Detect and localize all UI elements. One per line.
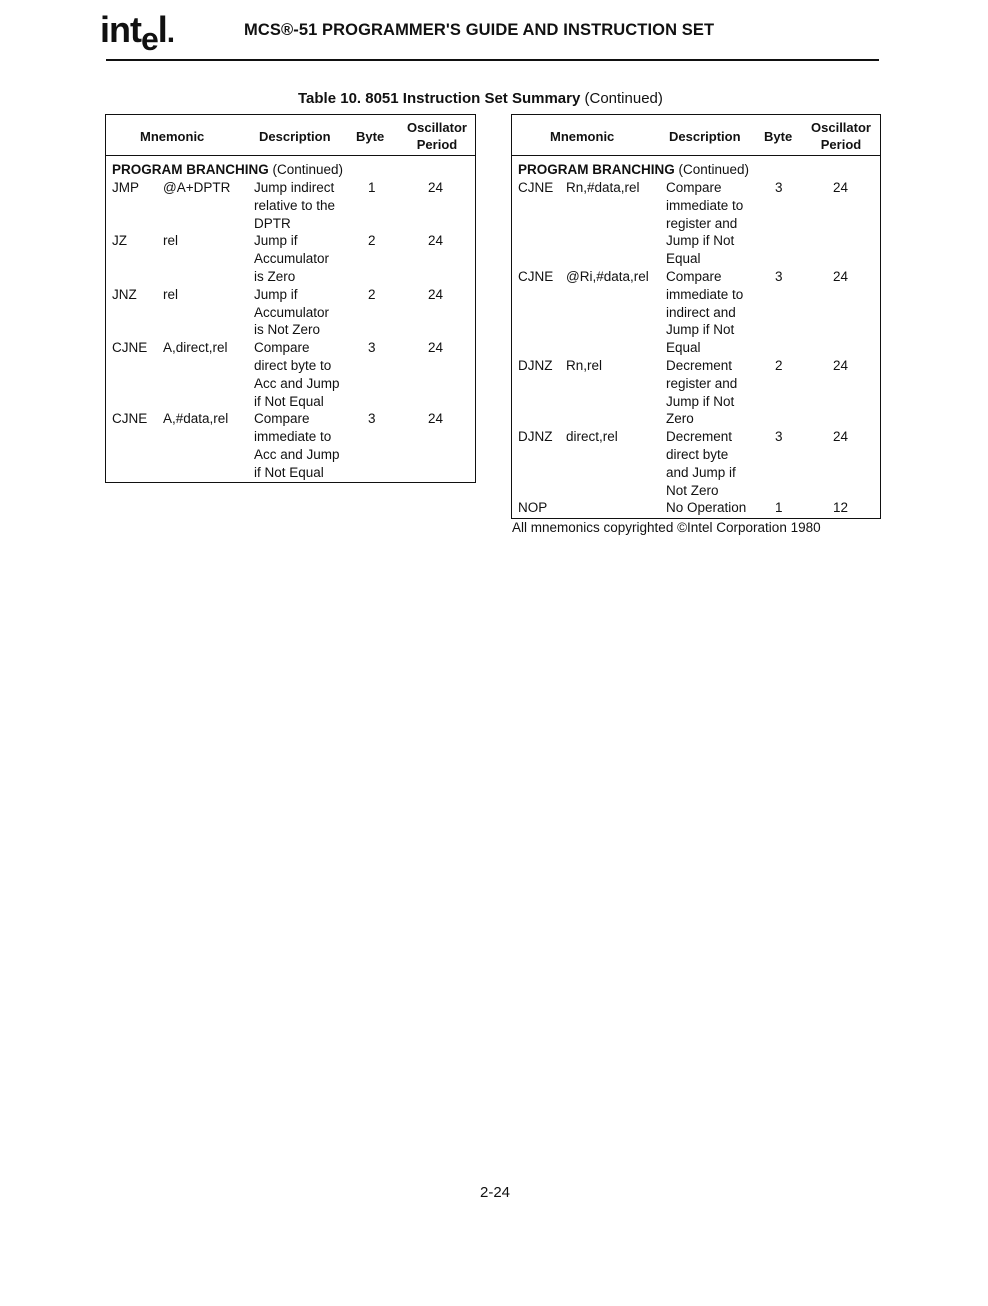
byte-count: 2 bbox=[368, 233, 376, 249]
description-line: if Not Equal bbox=[254, 464, 324, 480]
mnemonic-operands: Rn,#data,rel bbox=[566, 180, 640, 195]
mnemonic-operands: direct,rel bbox=[566, 429, 618, 445]
mnemonic-opcode: JZ bbox=[112, 233, 127, 249]
byte-count: 3 bbox=[775, 429, 783, 445]
description-line: is Zero bbox=[254, 268, 296, 284]
description-line: immediate to bbox=[666, 286, 744, 302]
byte-count: 1 bbox=[368, 180, 376, 195]
description-line: direct byte bbox=[666, 446, 729, 462]
description-line: No Operation bbox=[666, 500, 747, 516]
column-header-mnemonic: Mnemonic bbox=[140, 129, 205, 144]
oscillator-period: 24 bbox=[428, 411, 444, 427]
description-line: Jump if bbox=[254, 286, 298, 302]
description-line: Jump if Not bbox=[666, 233, 735, 249]
byte-count: 3 bbox=[368, 411, 376, 427]
description-cell bbox=[666, 499, 746, 517]
section-heading: PROGRAM BRANCHING (Continued) bbox=[112, 162, 344, 177]
instruction-table-right bbox=[511, 114, 881, 519]
mnemonic-opcode: JMP bbox=[112, 180, 139, 195]
oscillator-period: 24 bbox=[833, 429, 849, 445]
page-header-title: MCS®-51 PROGRAMMER'S GUIDE AND INSTRUCTION SET bbox=[244, 21, 715, 39]
description-line: and Jump if bbox=[666, 464, 736, 480]
byte-count: 2 bbox=[368, 286, 376, 302]
oscillator-period: 24 bbox=[428, 233, 444, 249]
column-header-description: Description bbox=[669, 129, 741, 144]
description-cell bbox=[254, 232, 329, 285]
oscillator-period: 24 bbox=[428, 180, 444, 195]
mnemonic-operands: A,#data,rel bbox=[163, 411, 229, 427]
mnemonic-operands: @A+DPTR bbox=[163, 180, 231, 195]
description-cell bbox=[254, 179, 335, 232]
description-line: indirect and bbox=[666, 304, 736, 320]
description-line: Decrement bbox=[666, 358, 733, 373]
table-header bbox=[512, 115, 880, 156]
description-line: DPTR bbox=[254, 215, 291, 231]
mnemonic-operands: A,direct,rel bbox=[163, 340, 228, 356]
header-divider bbox=[106, 59, 879, 61]
copyright-footnote: All mnemonics copyrighted ©Intel Corporation 1980 bbox=[512, 520, 821, 535]
oscillator-period: 24 bbox=[428, 286, 444, 302]
description-line: Jump indirect bbox=[254, 180, 335, 195]
description-line: immediate to bbox=[666, 197, 744, 213]
description-line: if Not Equal bbox=[254, 393, 324, 409]
description-line: Equal bbox=[666, 340, 701, 356]
oscillator-period: 24 bbox=[428, 340, 444, 356]
description-line: Not Zero bbox=[666, 482, 719, 498]
column-header-byte: Byte bbox=[764, 129, 793, 144]
mnemonic-operands: rel bbox=[163, 233, 179, 249]
description-line: Equal bbox=[666, 251, 701, 267]
description-line: Zero bbox=[666, 411, 694, 427]
description-line: Jump if Not bbox=[666, 393, 735, 409]
description-cell bbox=[666, 268, 743, 357]
description-line: Compare bbox=[666, 269, 722, 284]
description-line: Acc and Jump bbox=[254, 375, 340, 391]
description-line: Compare bbox=[254, 411, 310, 427]
mnemonic-opcode: CJNE bbox=[112, 340, 148, 356]
oscillator-period: 24 bbox=[833, 269, 849, 284]
column-header-mnemonic: Mnemonic bbox=[550, 129, 615, 144]
mnemonic-opcode: DJNZ bbox=[518, 358, 553, 373]
mnemonic-opcode: CJNE bbox=[518, 180, 554, 195]
description-line: Decrement bbox=[666, 429, 733, 445]
description-line: Jump if Not bbox=[666, 322, 735, 338]
instruction-table-left bbox=[105, 114, 476, 483]
description-cell bbox=[254, 286, 329, 339]
column-header-oscillator-period: Oscillator Period bbox=[407, 120, 467, 152]
byte-count: 2 bbox=[775, 358, 783, 373]
description-line: register and bbox=[666, 215, 738, 231]
column-header-description: Description bbox=[259, 129, 331, 144]
description-line: relative to the bbox=[254, 197, 336, 213]
mnemonic-operands: Rn,rel bbox=[566, 358, 603, 373]
mnemonic-opcode: JNZ bbox=[112, 286, 137, 302]
description-line: Compare bbox=[666, 180, 722, 195]
byte-count: 3 bbox=[775, 180, 783, 195]
description-cell bbox=[666, 357, 737, 428]
description-cell bbox=[666, 428, 736, 499]
oscillator-period: 12 bbox=[833, 500, 849, 516]
intel-logo: intel. bbox=[100, 9, 175, 57]
table-header bbox=[106, 115, 475, 156]
description-line: Accumulator bbox=[254, 251, 330, 267]
description-line: is Not Zero bbox=[254, 322, 321, 338]
table-caption: Table 10. 8051 Instruction Set Summary (Continued) bbox=[298, 90, 663, 107]
byte-count: 3 bbox=[368, 340, 376, 356]
section-heading: PROGRAM BRANCHING (Continued) bbox=[518, 162, 750, 177]
description-line: register and bbox=[666, 375, 738, 391]
mnemonic-opcode: DJNZ bbox=[518, 429, 553, 445]
byte-count: 1 bbox=[775, 500, 783, 516]
mnemonic-operands: @Ri,#data,rel bbox=[566, 269, 649, 284]
mnemonic-opcode: CJNE bbox=[112, 411, 148, 427]
byte-count: 3 bbox=[775, 269, 783, 284]
oscillator-period: 24 bbox=[833, 358, 849, 373]
description-cell bbox=[666, 179, 743, 268]
page-number: 2-24 bbox=[480, 1184, 511, 1201]
mnemonic-operands: rel bbox=[163, 286, 179, 302]
column-header-oscillator-period: Oscillator Period bbox=[811, 120, 871, 152]
description-line: immediate to bbox=[254, 429, 332, 445]
description-line: Acc and Jump bbox=[254, 446, 340, 462]
description-line: Compare bbox=[254, 340, 310, 356]
description-cell bbox=[254, 410, 340, 481]
mnemonic-opcode: NOP bbox=[518, 500, 548, 516]
description-cell bbox=[254, 339, 340, 410]
description-line: Jump if bbox=[254, 233, 298, 249]
description-line: direct byte to bbox=[254, 357, 332, 373]
column-header-byte: Byte bbox=[356, 129, 385, 144]
oscillator-period: 24 bbox=[833, 180, 849, 195]
description-line: Accumulator bbox=[254, 304, 330, 320]
mnemonic-opcode: CJNE bbox=[518, 269, 554, 284]
